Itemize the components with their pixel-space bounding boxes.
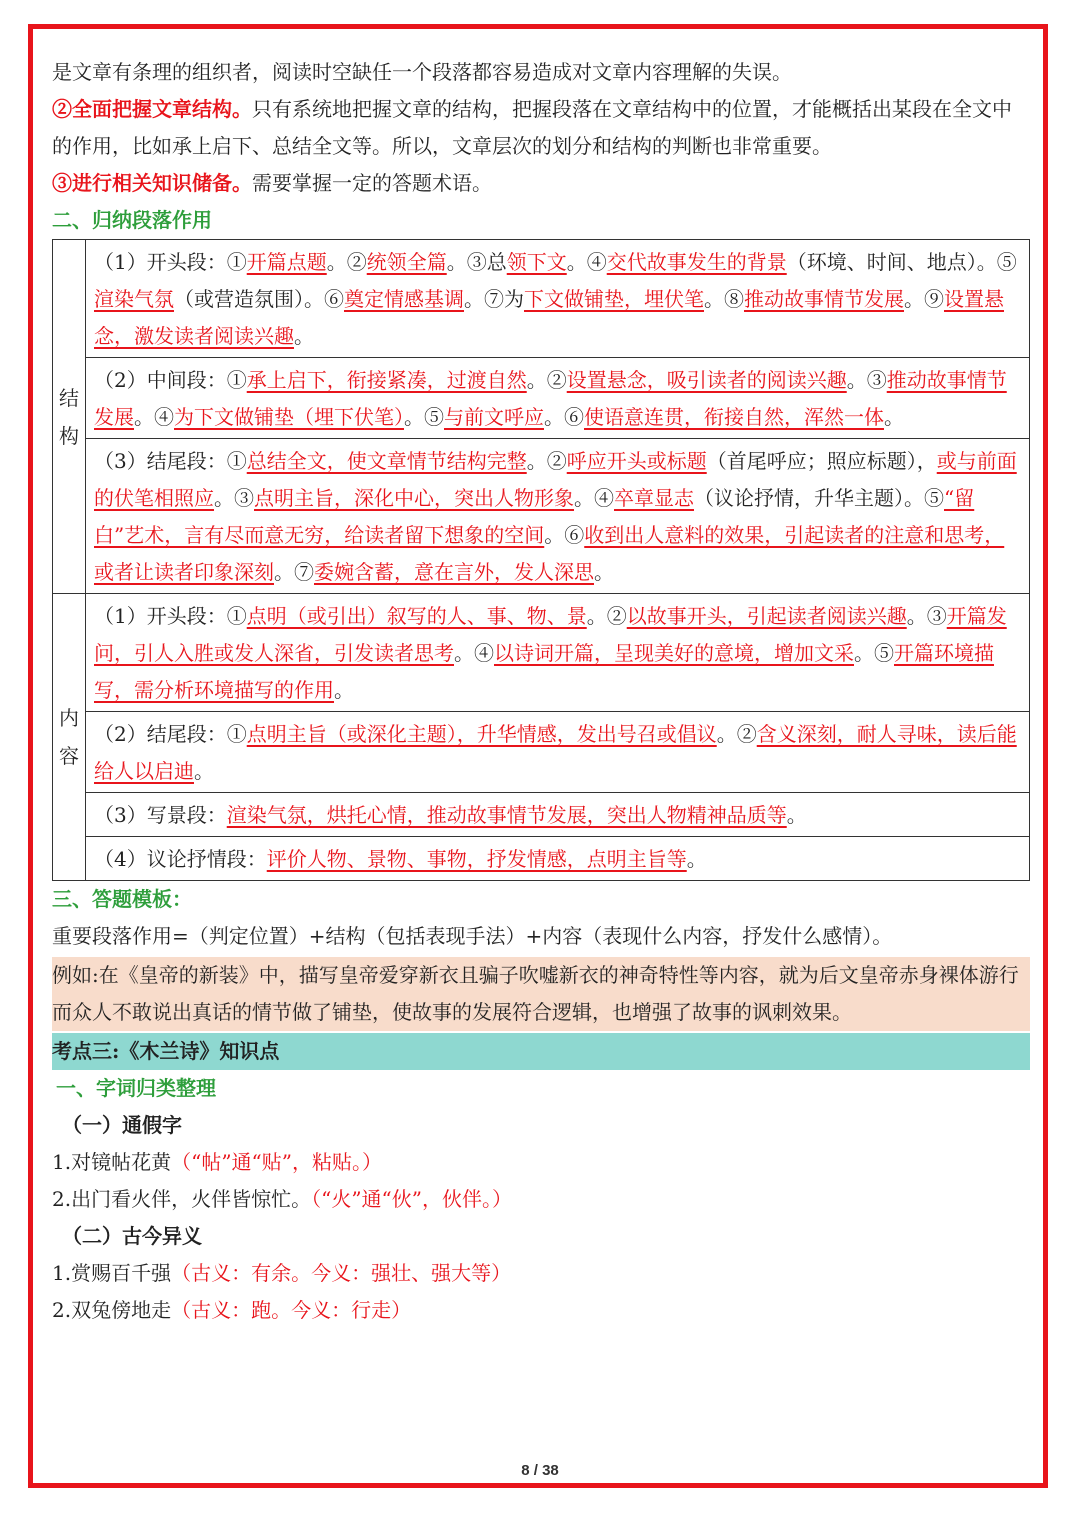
sep: 。 bbox=[686, 847, 707, 871]
num: ⑥ bbox=[324, 287, 344, 311]
point-2-text: 只有系统地把握文章的结构，把握段落在文章结构中的位置，才能概括出某段在全文中的作用，比如承上启下、总结全文等。所以，文章层次的划分和结构的判断也非常重要。 bbox=[52, 97, 1012, 158]
content-argument-cell bbox=[86, 837, 1030, 881]
structure-opening-cell bbox=[86, 240, 1030, 358]
list-item bbox=[52, 1181, 1030, 1218]
num: ④ bbox=[586, 250, 607, 274]
row-label: （2）中间段： bbox=[94, 368, 227, 392]
num: ⑥ bbox=[564, 405, 584, 429]
example-box bbox=[52, 957, 1030, 1031]
item-note: （古义：跑。今义：行走） bbox=[171, 1298, 412, 1322]
point-2-heading: ②全面把握文章结构。 bbox=[52, 97, 252, 121]
num: ⑦为 bbox=[484, 287, 524, 311]
sep: 。 bbox=[586, 604, 607, 628]
list-item bbox=[52, 1144, 1030, 1181]
num: ① bbox=[226, 449, 247, 473]
answer: 使语意连贯，衔接自然，浑然一体 bbox=[584, 405, 884, 429]
sep: （议论抒情，升华主题）。 bbox=[694, 486, 924, 510]
tongjia-heading: （一）通假字 bbox=[62, 1113, 182, 1137]
sep: 。 bbox=[446, 250, 467, 274]
num: ② bbox=[546, 449, 567, 473]
point-3-text: 需要掌握一定的答题术语。 bbox=[252, 171, 492, 195]
row-label: （4）议论抒情段： bbox=[94, 847, 267, 871]
sep: 。 bbox=[526, 449, 547, 473]
item-text: 2.出门看火伴，火伴皆惊忙。 bbox=[52, 1187, 312, 1211]
sep: 。 bbox=[574, 486, 594, 510]
row-label: （1）开头段： bbox=[94, 250, 227, 274]
row-label: （3）写景段： bbox=[94, 803, 227, 827]
sep: 。 bbox=[526, 368, 547, 392]
list-item bbox=[52, 1292, 1030, 1329]
answer: 开篇点题 bbox=[246, 250, 327, 274]
num: ② bbox=[546, 368, 567, 392]
answer: 收到出人意料的效果，引起读者的注意和思考，或者让读者印象深刻 bbox=[94, 523, 1005, 584]
sep: 。 bbox=[786, 803, 807, 827]
kaodian-header bbox=[52, 1033, 1030, 1070]
sep: 。 bbox=[326, 250, 347, 274]
sep: 。 bbox=[704, 287, 724, 311]
sep: 。 bbox=[464, 287, 484, 311]
list-item bbox=[52, 1255, 1030, 1292]
answer: 下文做铺垫，埋伏笔 bbox=[524, 287, 704, 311]
answer: 开篇发问，引人入胜或发人深省，引发读者思考 bbox=[94, 604, 1007, 665]
num: ③ bbox=[926, 604, 947, 628]
answer: 为下文做铺垫（埋下伏笔） bbox=[174, 405, 404, 429]
table-row bbox=[53, 439, 1030, 594]
num: ⑤ bbox=[874, 641, 894, 665]
sep: 。 bbox=[716, 722, 737, 746]
row-label: （1）开头段： bbox=[94, 604, 227, 628]
gujin-heading: （二）古今异义 bbox=[62, 1224, 202, 1248]
structure-ending-cell bbox=[86, 439, 1030, 594]
structure-middle-cell bbox=[86, 358, 1030, 439]
paragraph-function-table bbox=[52, 239, 1030, 881]
answer: 交代故事发生的背景 bbox=[606, 250, 787, 274]
num: ① bbox=[226, 368, 247, 392]
answer: 统领全篇 bbox=[366, 250, 447, 274]
sep: （首尾呼应；照应标题）， bbox=[706, 449, 937, 473]
content-opening-cell bbox=[86, 594, 1030, 712]
num: ⑦ bbox=[294, 560, 314, 584]
content-ending-cell bbox=[86, 712, 1030, 793]
row-label: （2）结尾段： bbox=[94, 722, 227, 746]
sep: 。 bbox=[294, 324, 314, 348]
sep: （或营造氛围）。 bbox=[174, 287, 324, 311]
page-number: 8 / 38 bbox=[521, 1462, 559, 1479]
answer: 渲染气氛 bbox=[94, 287, 174, 311]
item-text: 2.双兔傍地走 bbox=[52, 1298, 172, 1322]
num: ① bbox=[226, 722, 247, 746]
intro-point-2 bbox=[52, 91, 1030, 165]
category-content: 内容 bbox=[53, 594, 86, 881]
answer: 推动故事情节发展 bbox=[744, 287, 904, 311]
num: ② bbox=[606, 604, 627, 628]
num: ③ bbox=[866, 368, 887, 392]
answer: 呼应开头或标题 bbox=[566, 449, 707, 473]
section-2-title: 二、归纳段落作用 bbox=[52, 208, 212, 232]
sep: 。 bbox=[214, 486, 234, 510]
num: ⑤ bbox=[924, 486, 944, 510]
answer: 渲染气氛，烘托心情，推动故事情节发展，突出人物精神品质等 bbox=[226, 803, 787, 827]
item-note: （“火”通“伙”，伙伴。） bbox=[311, 1187, 512, 1211]
num: ④ bbox=[154, 405, 174, 429]
item-note: （“帖”通“贴”，粘贴。） bbox=[171, 1150, 382, 1174]
item-text: 1.对镜帖花黄 bbox=[52, 1150, 172, 1174]
answer: 点明（或引出）叙写的人、事、物、景 bbox=[246, 604, 587, 628]
section-3-title: 三、答题模板： bbox=[52, 887, 192, 911]
intro-line: 是文章有条理的组织者，阅读时空缺任一个段落都容易造成对文章内容理解的失误。 bbox=[52, 60, 792, 84]
table-row bbox=[53, 358, 1030, 439]
num: ② bbox=[346, 250, 367, 274]
answer: 设置悬念，激发读者阅读兴趣 bbox=[94, 287, 1004, 348]
answer: 承上启下，衔接紧凑，过渡自然 bbox=[246, 368, 527, 392]
subsection-title: 一、字词归类整理 bbox=[56, 1076, 216, 1100]
intro-point-3 bbox=[52, 165, 1030, 202]
kaodian-title: 考点三:《木兰诗》知识点 bbox=[52, 1039, 280, 1063]
sep: 。 bbox=[884, 405, 904, 429]
sep: 。 bbox=[404, 405, 424, 429]
answer: 卒章显志 bbox=[614, 486, 694, 510]
num: ⑤ bbox=[424, 405, 444, 429]
answer: 委婉含蓄，意在言外，发人深思 bbox=[314, 560, 594, 584]
answer: 点明主旨，深化中心，突出人物形象 bbox=[254, 486, 574, 510]
num: ⑤ bbox=[996, 250, 1017, 274]
sep: 。 bbox=[194, 759, 214, 783]
sep: 。 bbox=[594, 560, 614, 584]
num: ⑥ bbox=[564, 523, 585, 547]
num: ① bbox=[226, 250, 247, 274]
sep: 。 bbox=[334, 678, 354, 702]
num: ⑨ bbox=[924, 287, 944, 311]
item-text: 1.赏赐百千强 bbox=[52, 1261, 172, 1285]
answer: 奠定情感基调 bbox=[344, 287, 464, 311]
answer-template: 重要段落作用=（判定位置）+结构（包括表现手法）+内容（表现什么内容，抒发什么感情）。 bbox=[52, 924, 893, 948]
num: ④ bbox=[474, 641, 494, 665]
answer: 评价人物、景物、事物，抒发情感，点明主旨等 bbox=[266, 847, 687, 871]
answer: 或与前面的伏笔相照应 bbox=[94, 449, 1017, 510]
table-row bbox=[53, 240, 1030, 358]
answer: 开篇环境描写，需分析环境描写的作用 bbox=[94, 641, 994, 702]
answer: “留白”艺术，言有尽而意无穷，给读者留下想象的空间 bbox=[94, 486, 975, 547]
row-label: （3）结尾段： bbox=[94, 449, 227, 473]
answer: 领下文 bbox=[506, 250, 567, 274]
sep: （环境、时间、地点）。 bbox=[786, 250, 997, 274]
answer: 设置悬念，吸引读者的阅读兴趣 bbox=[566, 368, 847, 392]
point-3-heading: ③进行相关知识储备。 bbox=[52, 171, 252, 195]
num: ② bbox=[736, 722, 757, 746]
answer: 与前文呼应 bbox=[444, 405, 544, 429]
num: ③ bbox=[234, 486, 254, 510]
table-row bbox=[53, 837, 1030, 881]
table-row bbox=[53, 793, 1030, 837]
document-body bbox=[52, 54, 1030, 1329]
example-text: 例如:在《皇帝的新装》中，描写皇帝爱穿新衣且骗子吹嘘新衣的神奇特性等内容，就为后文皇帝赤身裸体游行而众人不敢说出真话的情节做了铺垫，使故事的发展符合逻辑，也增强了故事的讽刺效果。 bbox=[52, 963, 1019, 1024]
content-scenery-cell bbox=[86, 793, 1030, 837]
num: ① bbox=[226, 604, 247, 628]
sep: 。 bbox=[544, 523, 565, 547]
sep: 。 bbox=[566, 250, 587, 274]
item-note: （古义：有余。今义：强壮、强大等） bbox=[171, 1261, 512, 1285]
sep: 。 bbox=[906, 604, 927, 628]
answer: 含义深刻，耐人寻味，读后能给人以启迪 bbox=[94, 722, 1017, 783]
answer: 推动故事情节发展 bbox=[94, 368, 1007, 429]
answer: 总结全文，使文章情节结构完整 bbox=[246, 449, 527, 473]
sep: 。 bbox=[904, 287, 924, 311]
answer: 以诗词开篇，呈现美好的意境，增加文采 bbox=[494, 641, 854, 665]
num: ④ bbox=[594, 486, 614, 510]
sep: 。 bbox=[274, 560, 294, 584]
num: ⑧ bbox=[724, 287, 744, 311]
answer: 以故事开头，引起读者阅读兴趣 bbox=[626, 604, 907, 628]
sep: 。 bbox=[854, 641, 874, 665]
sep: 。 bbox=[544, 405, 564, 429]
num: ③总 bbox=[466, 250, 507, 274]
answer: 点明主旨（或深化主题），升华情感，发出号召或倡议 bbox=[246, 722, 717, 746]
sep: 。 bbox=[846, 368, 867, 392]
table-row bbox=[53, 594, 1030, 712]
table-row bbox=[53, 712, 1030, 793]
category-structure: 结构 bbox=[53, 240, 86, 594]
sep: 。 bbox=[454, 641, 474, 665]
sep: 。 bbox=[134, 405, 154, 429]
